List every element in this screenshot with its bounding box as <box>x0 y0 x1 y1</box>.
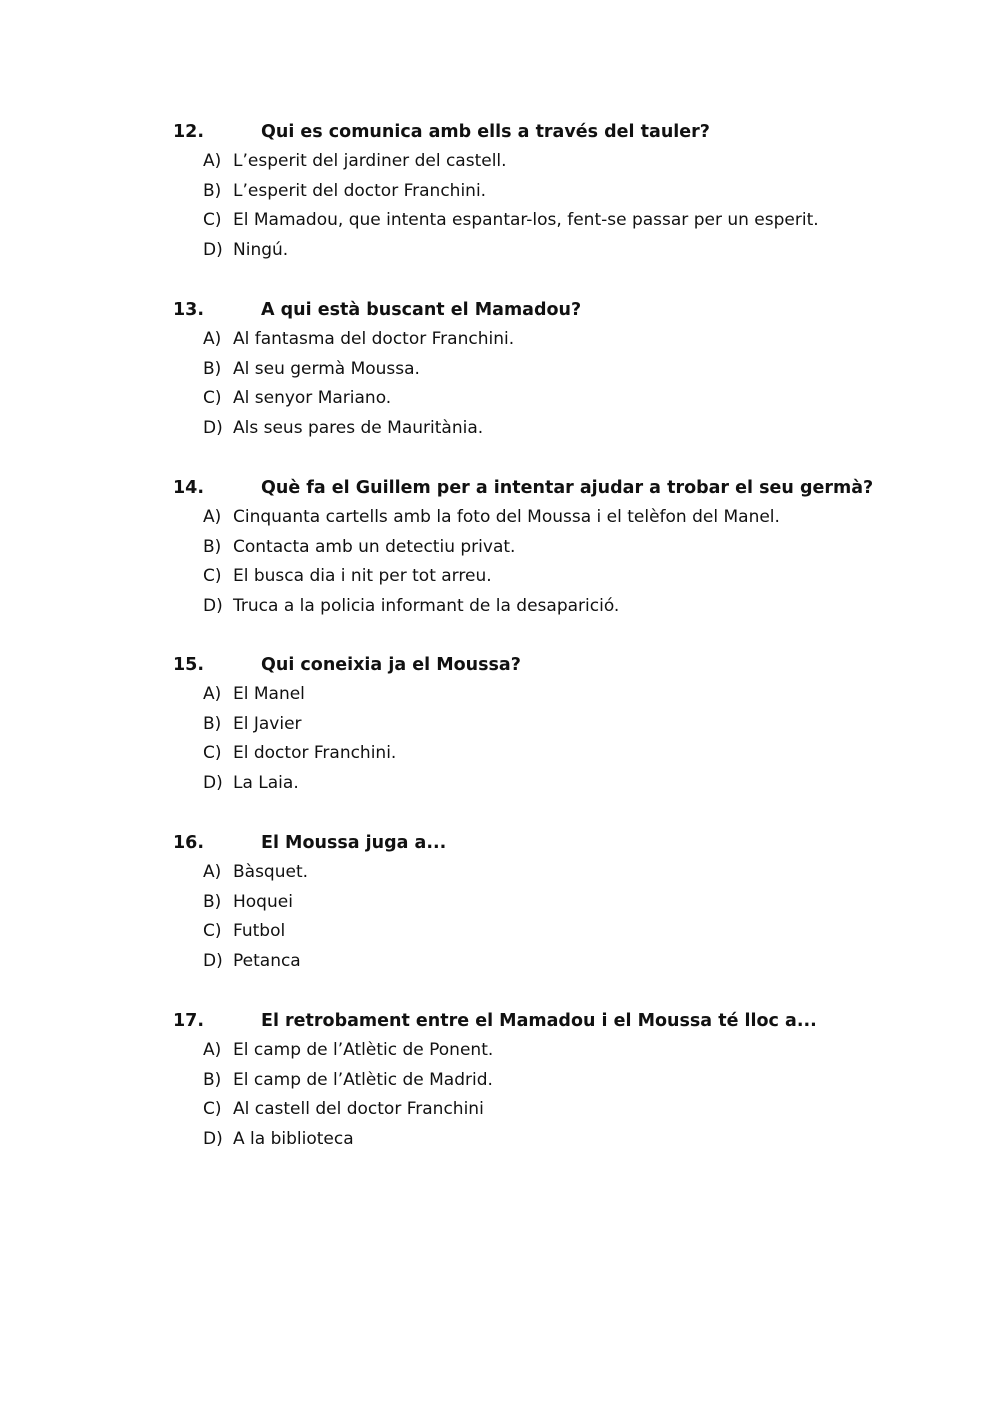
option-text: Bàsquet. <box>233 862 309 882</box>
option-a[interactable] <box>173 503 873 533</box>
question-14 <box>173 473 873 621</box>
option-a[interactable] <box>173 858 873 888</box>
option-c[interactable] <box>173 562 873 592</box>
option-text: La Laia. <box>233 772 299 793</box>
option-letter: D) <box>203 595 223 616</box>
option-letter: D) <box>203 1128 223 1149</box>
option-letter: A) <box>203 151 222 171</box>
question-13 <box>173 295 873 443</box>
question-header <box>173 650 873 680</box>
option-text: Hoquei <box>233 891 293 912</box>
option-a[interactable] <box>173 325 873 355</box>
option-letter: B) <box>203 180 222 201</box>
option-text: El Manel <box>233 684 305 704</box>
option-text: Petanca <box>233 950 301 971</box>
option-letter: B) <box>203 1069 222 1090</box>
option-c[interactable] <box>173 917 873 947</box>
option-text: Futbol <box>233 921 286 942</box>
option-text: El doctor Franchini. <box>233 743 397 764</box>
option-letter: A) <box>203 862 222 882</box>
option-text: Ningú. <box>233 239 289 260</box>
option-text: El Mamadou, que intenta espantar-los, fent-se passar per un esperit. <box>233 210 819 231</box>
option-a[interactable] <box>173 147 873 177</box>
option-text: Cinquanta cartells amb la foto del Moussa i el telèfon del Manel. <box>233 507 780 527</box>
option-letter: C) <box>203 921 222 942</box>
option-letter: D) <box>203 950 223 971</box>
option-letter: D) <box>203 239 223 260</box>
option-letter: B) <box>203 358 222 379</box>
option-d[interactable] <box>173 1125 873 1155</box>
option-letter: A) <box>203 507 222 527</box>
option-b[interactable] <box>173 1066 873 1096</box>
question-text: Què fa el Guillem per a intentar ajudar a trobar el seu germà? <box>261 478 874 498</box>
question-text: El retrobament entre el Mamadou i el Moussa té lloc a... <box>261 1011 817 1031</box>
option-letter: A) <box>203 329 222 349</box>
option-b[interactable] <box>173 710 873 740</box>
option-text: Al castell del doctor Franchini <box>233 1099 484 1120</box>
option-a[interactable] <box>173 1036 873 1066</box>
option-text: El camp de l’Atlètic de Madrid. <box>233 1069 493 1090</box>
option-letter: B) <box>203 713 222 734</box>
option-text: A la biblioteca <box>233 1128 354 1149</box>
question-15 <box>173 650 873 798</box>
option-c[interactable] <box>173 384 873 414</box>
question-number: 12. <box>173 122 205 142</box>
option-letter: A) <box>203 684 222 704</box>
option-letter: D) <box>203 772 223 793</box>
question-header <box>173 1006 873 1036</box>
question-16 <box>173 828 873 976</box>
option-text: L’esperit del jardiner del castell. <box>233 151 507 171</box>
option-b[interactable] <box>173 888 873 918</box>
option-d[interactable] <box>173 769 873 799</box>
question-text: A qui està buscant el Mamadou? <box>261 300 582 320</box>
question-number: 16. <box>173 833 205 853</box>
option-letter: B) <box>203 536 222 557</box>
option-letter: C) <box>203 388 222 409</box>
question-12 <box>173 117 873 265</box>
option-b[interactable] <box>173 533 873 563</box>
question-text: Qui coneixia ja el Moussa? <box>261 655 521 675</box>
option-text: Al seu germà Moussa. <box>233 358 420 379</box>
option-letter: C) <box>203 210 222 231</box>
option-c[interactable] <box>173 206 873 236</box>
option-d[interactable] <box>173 592 873 622</box>
option-letter: C) <box>203 566 222 587</box>
option-a[interactable] <box>173 680 873 710</box>
option-text: El Javier <box>233 713 302 734</box>
question-header <box>173 295 873 325</box>
question-number: 14. <box>173 478 205 498</box>
question-header <box>173 473 873 503</box>
question-header <box>173 117 873 147</box>
question-17 <box>173 1006 873 1154</box>
option-letter: B) <box>203 891 222 912</box>
question-text: El Moussa juga a... <box>261 833 447 853</box>
option-text: El camp de l’Atlètic de Ponent. <box>233 1040 494 1060</box>
question-number: 13. <box>173 300 205 320</box>
option-c[interactable] <box>173 739 873 769</box>
option-c[interactable] <box>173 1095 873 1125</box>
option-d[interactable] <box>173 947 873 977</box>
option-text: Al fantasma del doctor Franchini. <box>233 329 515 349</box>
option-text: Contacta amb un detectiu privat. <box>233 536 516 557</box>
option-text: Truca a la policia informant de la desaparició. <box>233 595 620 616</box>
option-letter: A) <box>203 1040 222 1060</box>
option-text: Als seus pares de Mauritània. <box>233 417 484 438</box>
option-text: El busca dia i nit per tot arreu. <box>233 566 492 587</box>
option-text: L’esperit del doctor Franchini. <box>233 180 487 201</box>
option-b[interactable] <box>173 355 873 385</box>
option-text: Al senyor Mariano. <box>233 388 392 409</box>
option-d[interactable] <box>173 236 873 266</box>
option-letter: D) <box>203 417 223 438</box>
question-number: 17. <box>173 1011 205 1031</box>
question-header <box>173 828 873 858</box>
question-text: Qui es comunica amb ells a través del tauler? <box>261 122 710 142</box>
option-b[interactable] <box>173 177 873 207</box>
question-number: 15. <box>173 655 205 675</box>
option-d[interactable] <box>173 414 873 444</box>
option-letter: C) <box>203 1099 222 1120</box>
option-letter: C) <box>203 743 222 764</box>
